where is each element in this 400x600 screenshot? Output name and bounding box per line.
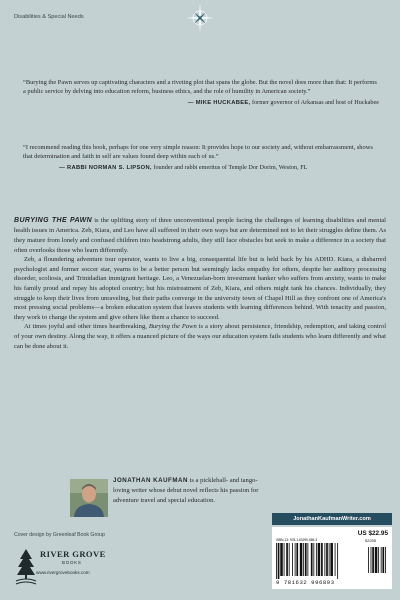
description-paragraph: Zeb, a floundering adventure tour operator, wants to live a big, consequential life but is held back by his ADHD. Kiara, a disbarred psychologist and former soccer star, yearns to be a better person but seemingly lacks empathy for others, despite her auditory processing disorder, scoliosis, and Trinidadian immigrant heritage. Leo, a Venezuelan-born investment banker who suffers from anxiety, wants to make his family proud and repay his adopted country; but his mistreatment of Zeb, Kiara, and others might tank his chances. Individually, they struggle to keep their lives from unraveling, but their paths converge in the university town of Chapel Hill as they confront one of America's most pressing social problems—a broken education system that leaves students with learning differences behind. With tenacity and passion, they work to change the system and give others like them a chance to succeed. bbox=[14, 256, 386, 321]
blurb-lipson bbox=[23, 143, 379, 173]
cover-credit: Cover design by Greenleaf Book Group bbox=[14, 532, 105, 538]
blurb-quote: “Burying the Pawn serves up captivating characters and a riveting plot that spans the globe. But the novel does more than that: It performs a public service by delving into education reform, business ethics, and the role of humility in American society.” bbox=[23, 79, 377, 96]
category-label: Disabilities & Special Needs bbox=[14, 14, 84, 20]
description-text: is a story about persistence, friendship, redemption, and taking control of your own destiny. Along the way, it offers a nuanced picture of the ways our education system fails students who learn differently and what can be done about it. bbox=[14, 323, 387, 350]
description-text: is the uplifting story of three unconventional people facing the challenges of learning disabilities and mental health issues in America. Zeb, Kiara, and Leo have all suffered in their own ways but are determined not to let their struggles define them. As they mature from lonely and confused children into headstrong adults, they still face obstacles but seek to make a difference in a society that often overlooks those who learn differently. bbox=[14, 217, 386, 254]
blurb-attribution bbox=[23, 164, 379, 173]
publisher-name: RIVER GROVE bbox=[40, 549, 106, 559]
author-bio bbox=[113, 476, 273, 506]
blurb-affiliation: former governor of Arkansas and host of Huckabee bbox=[250, 99, 379, 107]
blurb-author: — RABBI NORMAN S. LIPSON, bbox=[59, 165, 152, 172]
book-title-italic: Burying the Pawn bbox=[148, 323, 197, 331]
publisher-url: www.rivergrovebooks.com bbox=[36, 570, 90, 575]
publisher-books: BOOKS bbox=[62, 560, 82, 565]
blurb-author: — MIKE HUCKABEE, bbox=[187, 100, 251, 107]
author-website: JonathanKaufmanWriter.com bbox=[272, 513, 392, 525]
book-title-lead: BURYING THE PAWN bbox=[14, 217, 93, 224]
blurb-affiliation: founder and rabbi emeritus of Temple Dor Dorim, Weston, FL bbox=[151, 164, 308, 172]
description-text: At times joyful and other times heartbreaking, bbox=[24, 323, 149, 331]
blurb-quote: “I recommend reading this book, perhaps for one very simple reason: It provides hope to our society and, without embarrassment, shows that determination and faith in self are values found deep within each of us.” bbox=[23, 144, 373, 161]
barcode-icon bbox=[276, 543, 388, 579]
barcode-digits: 9 781632 996893 bbox=[276, 579, 335, 586]
price-label: US $22.95 bbox=[357, 530, 388, 537]
author-name: JONATHAN KAUFMAN bbox=[113, 477, 188, 484]
compass-icon bbox=[184, 2, 216, 34]
description-paragraph bbox=[14, 216, 386, 255]
author-bio-text: is a pickleball- and tango-loving writer whose debut novel reflects his passion for adventure travel and special education. bbox=[113, 477, 259, 505]
blurb-attribution bbox=[23, 99, 379, 108]
author-photo bbox=[70, 479, 108, 517]
blurb-huckabee bbox=[23, 78, 379, 108]
price-code: 52295 bbox=[364, 538, 376, 543]
barcode-box bbox=[272, 527, 392, 589]
description-paragraph bbox=[14, 322, 386, 351]
isbn-text: ISBN-13: 978-1-63299-685-3 bbox=[276, 538, 318, 542]
book-description bbox=[14, 216, 386, 351]
